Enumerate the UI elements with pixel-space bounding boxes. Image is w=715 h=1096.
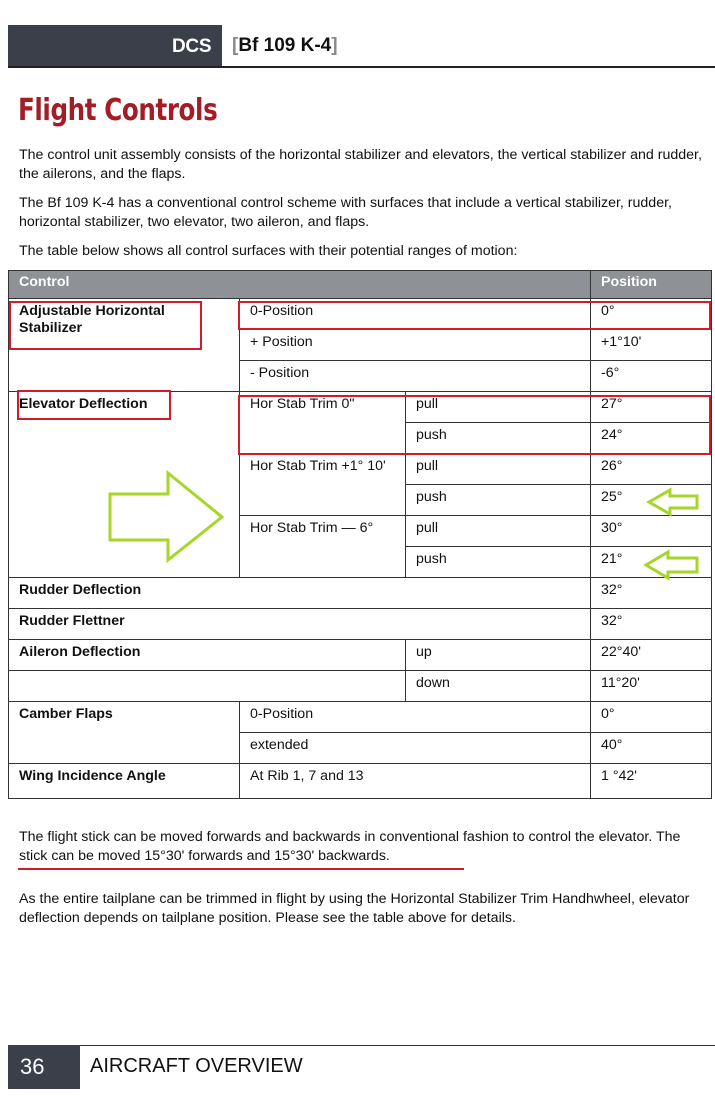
- green-left-arrow-icon: [649, 490, 697, 514]
- elevator-label: Elevator Deflection: [9, 392, 240, 578]
- header-position: Position: [591, 271, 712, 299]
- wing-value: 1 °42': [591, 764, 712, 799]
- elevator-value: 30°: [591, 516, 712, 547]
- footer-section-title: AIRCRAFT OVERVIEW: [90, 1055, 303, 1077]
- intro-paragraph: The control unit assembly consists of the horizontal stabilizer and elevators, the vertical stabilizer and rudder, the ailerons, and the flaps.: [19, 147, 702, 182]
- elevator-trim: Hor Stab Trim +1° 10': [240, 454, 406, 516]
- aileron-value: 11°20': [591, 671, 712, 702]
- page-title: Flight Controls: [18, 93, 218, 128]
- tailplane-paragraph: As the entire tailplane can be trimmed in flight by using the Horizontal Stabilizer Trim Handhwheel, elevator deflection depends on tailplane position. Please see the table above for details.: [19, 891, 690, 926]
- footer-rule: [8, 1045, 715, 1046]
- flaps-value: 40°: [591, 733, 712, 764]
- aileron-value: 22°40': [591, 640, 712, 671]
- adj-stab-label: Adjustable Horizontal Stabilizer: [9, 299, 240, 392]
- aileron-direction: down: [406, 671, 591, 702]
- green-left-arrow-icon: [646, 552, 697, 578]
- wing-setting: At Rib 1, 7 and 13: [240, 764, 591, 799]
- adj-stab-value: +1°10': [591, 330, 712, 361]
- aileron-direction: up: [406, 640, 591, 671]
- adj-stab-setting: 0-Position: [240, 299, 591, 330]
- adj-stab-setting: - Position: [240, 361, 591, 392]
- elevator-trim: Hor Stab Trim 0": [240, 392, 406, 454]
- bracket-close: ]: [331, 35, 338, 56]
- elevator-value: 27°: [591, 392, 712, 423]
- flaps-value: 0°: [591, 702, 712, 733]
- elevator-direction: push: [406, 423, 591, 454]
- elevator-value: 25°: [591, 485, 712, 516]
- rudder-deflection-label: Rudder Deflection: [9, 578, 591, 609]
- adj-stab-value: -6°: [591, 361, 712, 392]
- elevator-direction: pull: [406, 454, 591, 485]
- elevator-direction: push: [406, 485, 591, 516]
- stick-paragraph: The flight stick can be moved forwards and backwards in conventional fashion to control the elevator. The stick can be moved 15°30' forwards and 15°30' backwards.: [19, 829, 681, 864]
- elevator-direction: pull: [406, 516, 591, 547]
- rudder-flettner-label: Rudder Flettner: [9, 609, 591, 640]
- elevator-direction: push: [406, 547, 591, 578]
- header-brand: DCS: [172, 36, 212, 57]
- flaps-setting: extended: [240, 733, 591, 764]
- adj-stab-value: 0°: [591, 299, 712, 330]
- wing-label: Wing Incidence Angle: [9, 764, 240, 799]
- green-right-arrow-icon: [110, 473, 222, 560]
- rudder-deflection-value: 32°: [591, 578, 712, 609]
- elevator-direction: pull: [406, 392, 591, 423]
- aircraft-name: Bf 109 K-4: [238, 35, 332, 56]
- flaps-label: Camber Flaps: [9, 702, 240, 764]
- adj-stab-setting: + Position: [240, 330, 591, 361]
- flaps-setting: 0-Position: [240, 702, 591, 733]
- elevator-value: 21°: [591, 547, 712, 578]
- elevator-trim: Hor Stab Trim — 6°: [240, 516, 406, 578]
- table-intro-paragraph: The table below shows all control surfaces with their potential ranges of motion:: [19, 243, 518, 259]
- elevator-value: 26°: [591, 454, 712, 485]
- elevator-value: 24°: [591, 423, 712, 454]
- header-control: Control: [9, 271, 591, 299]
- rudder-flettner-value: 32°: [591, 609, 712, 640]
- aileron-label: Aileron Deflection: [9, 640, 406, 671]
- annotation-underline: [18, 868, 464, 870]
- page-number: 36: [8, 1045, 80, 1089]
- bracket-open: [: [232, 35, 239, 56]
- scheme-paragraph: The Bf 109 K-4 has a conventional control scheme with surfaces that include a vertical stabilizer, rudder, horizontal stabilizer, two elevator, two aileron, and flaps.: [19, 195, 672, 230]
